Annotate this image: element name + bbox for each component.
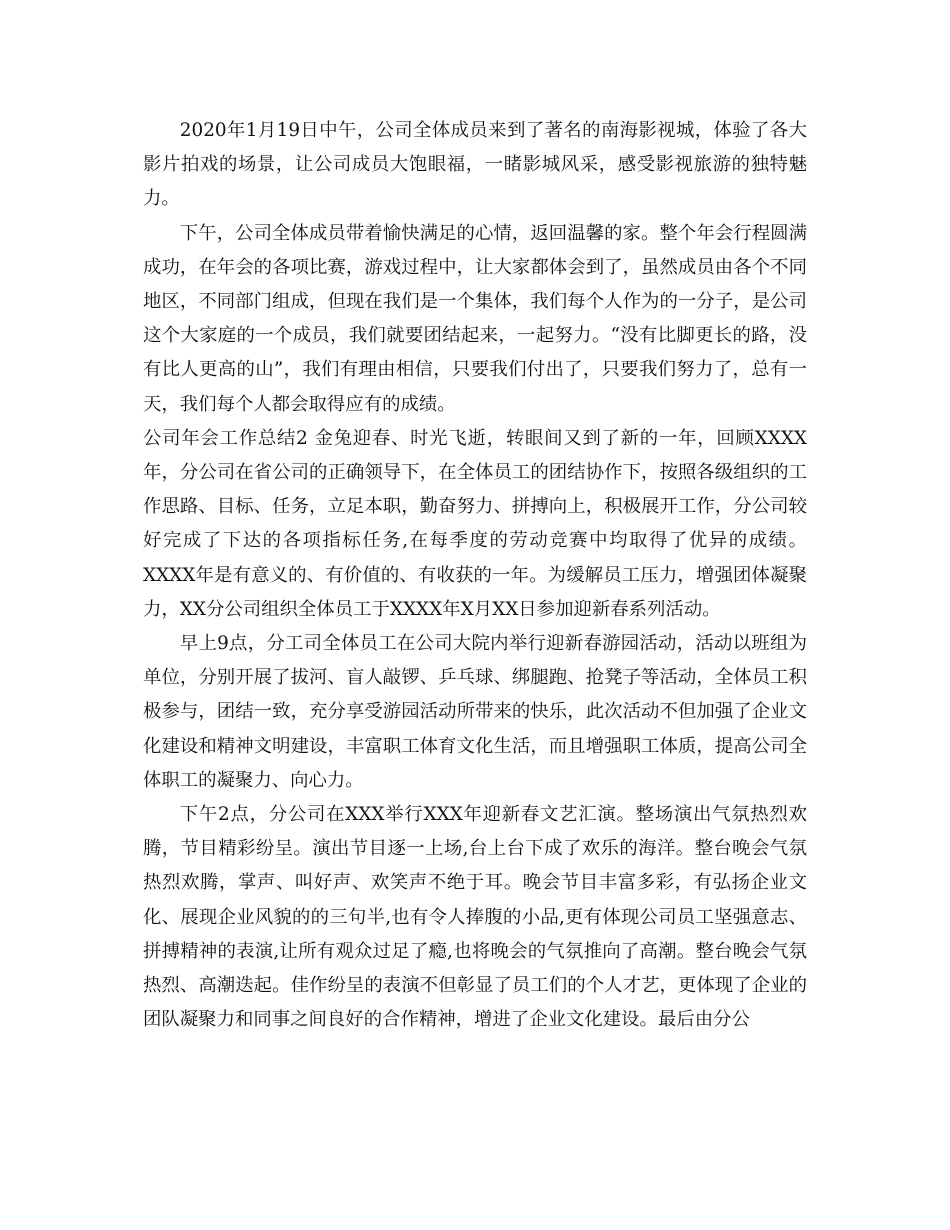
paragraph-nanhai-visit: 2020年1月19日中午，公司全体成员来到了著名的南海影视城，体验了各大影片拍戏的场景，让公司成员大饱眼福，一睹影城风采，感受影视旅游的独特魅力。 [143,120,807,210]
paragraph-morning-activities: 早上9点，分工司全体员工在公司大院内举行迎新春游园活动，活动以班组为单位，分别开展了拔河、盲人敲锣、乒乓球、绑腿跑、抢凳子等活动，全体员工积极参与，团结一致，充分享受游园活动所带来的快乐，此次活动不但加强了企业文化建设和精神文明建设，丰富职工体育文化生活，而且增强职工体质，提高公司全体职工的凝聚力、向心力。 [143,633,807,791]
paragraph-afternoon-performance: 下午2点，分公司在XXX举行XXX年迎新春文艺汇演。整场演出气氛热烈欢腾，节目精彩纷呈。演出节目逐一上场,台上台下成了欢乐的海洋。整台晚会气氛热烈欢腾，掌声、叫好声、欢笑声不绝于耳。晚会节目丰富多彩，有弘扬企业文化、展现企业风貌的的三句半,也有令人捧腹的小品,更有体现公司员工坚强意志、拼搏精神的表演,让所有观众过足了瘾,也将晚会的气氛推向了高潮。整台晚会气氛热烈、高潮迭起。佳作纷呈的表演不但彰显了员工们的个人才艺，更体现了企业的团队凝聚力和同事之间良好的合作精神，增进了企业文化建设。最后由分公 [143,804,807,1031]
paragraph-afternoon-return: 下午，公司全体成员带着愉快满足的心情，返回温馨的家。整个年会行程圆满成功，在年会的各项比赛，游戏过程中，让大家都体会到了，虽然成员由各个不同地区，不同部门组成，但现在我们是一个集体，我们每个人作为的一分子，是公司这个大家庭的一个成员，我们就要团结起来，一起努力。“没有比脚更长的路，没有比人更高的山”，我们有理由相信，只要我们付出了，只要我们努力了，总有一天，我们每个人都会取得应有的成绩。 [143,222,807,415]
paragraph-section-2-intro [143,422,807,627]
section-first-text: 金兔迎春、时光飞逝，转眼间又到了新的一年，回顾XXXX年，分公司在省公司的正确领导下，在全体员工的团结协作下，按照各级组织的工作思路、目标、任务，立足本职，勤奋努力、拼搏向上，积极展开工作，分公司较好完成了下达的各项指标任务,在每季度的劳动竞赛中均取得了优异的成绩。XXXX年是有意义的、有价值的、有收获的一年。为缓解员工压力，增强团体凝聚力，XX分公司组织全体员工于XXXX年X月XX日参加迎新春系列活动。 [143,427,808,620]
section-heading: 公司年会工作总结2 [143,427,308,449]
document-body [143,114,807,1037]
